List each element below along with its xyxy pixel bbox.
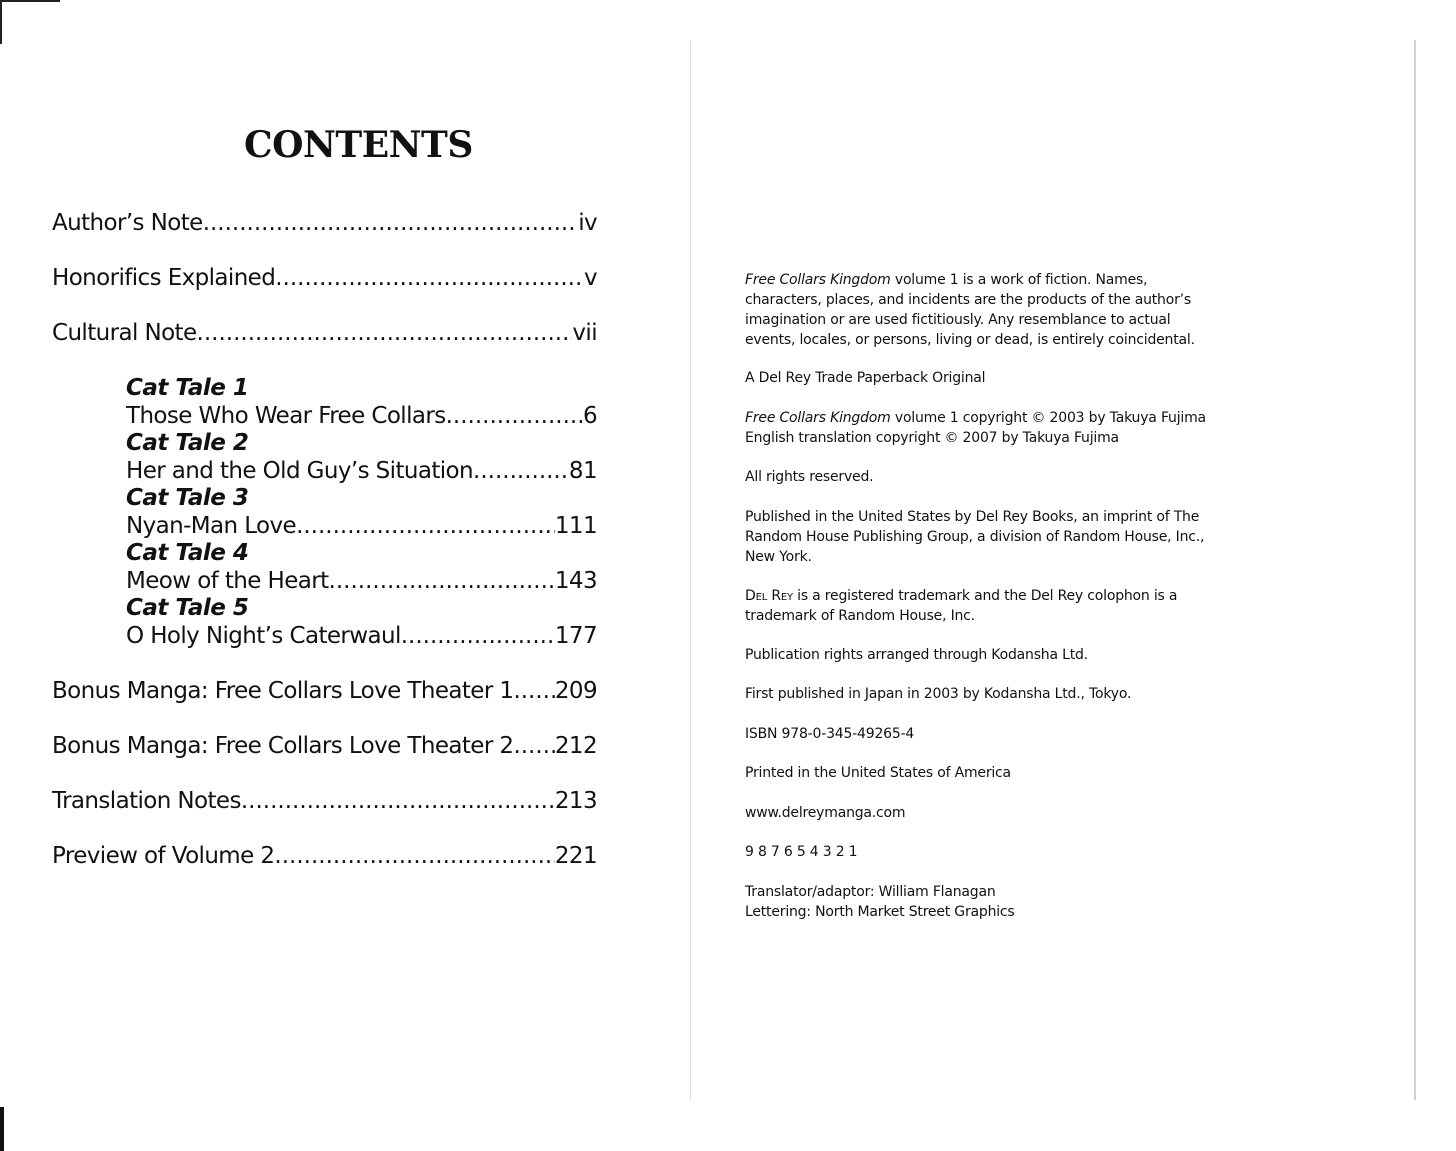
toc-page-number: 221 bbox=[554, 843, 597, 869]
toc-page-number: 212 bbox=[554, 733, 597, 759]
trademark-text: trademark of Random House, Inc. bbox=[745, 608, 975, 624]
toc-label: Honorifics Explained bbox=[52, 265, 276, 291]
toc-leader bbox=[513, 733, 554, 759]
toc-leader bbox=[473, 458, 569, 484]
toc-label: Bonus Manga: Free Collars Love Theater 2 bbox=[52, 733, 514, 759]
toc-leader bbox=[197, 320, 573, 346]
toc-page-number: 213 bbox=[554, 788, 597, 814]
credits bbox=[745, 882, 1245, 922]
publication-rights-line: Publication rights arranged through Kodansha Ltd. bbox=[745, 647, 1088, 663]
toc-entry-bonus-2 bbox=[52, 733, 597, 765]
toc-label: Preview of Volume 2 bbox=[52, 843, 275, 869]
toc-leader bbox=[446, 403, 583, 429]
toc-leader bbox=[329, 568, 555, 594]
cat-tale-heading: Cat Tale 2 bbox=[126, 430, 249, 456]
toc-page-number: 177 bbox=[554, 623, 597, 649]
toc-leader bbox=[513, 678, 554, 704]
first-published-line: First published in Japan in 2003 by Kodansha Ltd., Tokyo. bbox=[745, 686, 1132, 702]
toc-label: Cultural Note bbox=[52, 320, 197, 346]
publisher-notice bbox=[745, 507, 1245, 567]
printed-line: Printed in the United States of America bbox=[745, 765, 1011, 781]
toc-label: Author’s Note bbox=[52, 210, 203, 236]
toc-leader bbox=[203, 210, 579, 236]
book-title: Free Collars Kingdom bbox=[745, 272, 891, 288]
cat-tale-heading: Cat Tale 4 bbox=[126, 540, 249, 566]
print-line: 9 8 7 6 5 4 3 2 1 bbox=[745, 844, 858, 860]
toc-label: Her and the Old Guy’s Situation bbox=[126, 458, 474, 484]
edition-line: A Del Rey Trade Paperback Original bbox=[745, 370, 986, 386]
publisher-text: New York. bbox=[745, 549, 812, 565]
toc-entry-cultural-note bbox=[52, 320, 597, 352]
toc-page-number: 6 bbox=[582, 403, 597, 429]
toc-leader bbox=[296, 513, 555, 539]
scan-corner-mark bbox=[0, 0, 60, 44]
toc-leader bbox=[275, 265, 584, 291]
toc-leader bbox=[274, 843, 554, 869]
toc-page-number: v bbox=[583, 265, 597, 291]
toc-entry-bonus-1 bbox=[52, 678, 597, 710]
copyright-notice bbox=[745, 408, 1245, 448]
notice-text: characters, places, and incidents are the products of the author’s bbox=[745, 292, 1191, 308]
lettering-credit: Lettering: North Market Street Graphics bbox=[745, 904, 1015, 920]
trademark-notice bbox=[745, 586, 1245, 626]
toc-label: Nyan-Man Love bbox=[126, 513, 297, 539]
brand-name: Del Rey bbox=[745, 588, 793, 604]
toc-page-number: iv bbox=[578, 210, 597, 236]
toc-page-number: vii bbox=[572, 320, 597, 346]
notice-text: events, locales, or persons, living or dead, is entirely coincidental. bbox=[745, 332, 1195, 348]
translator-credit: Translator/adaptor: William Flanagan bbox=[745, 884, 996, 900]
copyright-text: English translation copyright © 2007 by Takuya Fujima bbox=[745, 430, 1119, 446]
toc-page-number: 111 bbox=[554, 513, 597, 539]
toc-label: Those Who Wear Free Collars bbox=[126, 403, 446, 429]
publisher-text: Random House Publishing Group, a division of Random House, Inc., bbox=[745, 529, 1205, 545]
toc-entry-authors-note bbox=[52, 210, 597, 242]
cat-tale-heading: Cat Tale 3 bbox=[126, 485, 249, 511]
copyright-text: volume 1 copyright © 2003 by Takuya Fujima bbox=[890, 410, 1206, 426]
toc-label: O Holy Night’s Caterwaul bbox=[126, 623, 401, 649]
toc-page-number: 143 bbox=[554, 568, 597, 594]
toc-label: Bonus Manga: Free Collars Love Theater 1 bbox=[52, 678, 514, 704]
toc-page-number: 209 bbox=[554, 678, 597, 704]
toc-entry-honorifics bbox=[52, 265, 597, 297]
toc-entry-preview bbox=[52, 843, 597, 875]
cat-tale-heading: Cat Tale 5 bbox=[126, 595, 249, 621]
isbn-line: ISBN 978-0-345-49265-4 bbox=[745, 726, 915, 742]
contents-title: CONTENTS bbox=[244, 124, 473, 166]
toc-entry-translation-notes bbox=[52, 788, 597, 820]
trademark-text: is a registered trademark and the Del Rey colophon is a bbox=[792, 588, 1178, 604]
book-title: Free Collars Kingdom bbox=[745, 410, 891, 426]
page-gutter bbox=[690, 40, 691, 1100]
toc-leader bbox=[401, 623, 555, 649]
scan-edge-mark bbox=[0, 1107, 4, 1151]
toc-leader bbox=[241, 788, 555, 814]
toc-label: Meow of the Heart bbox=[126, 568, 329, 594]
publisher-text: Published in the United States by Del Rey Books, an imprint of The bbox=[745, 509, 1200, 525]
notice-text: imagination or are used fictitiously. Any resemblance to actual bbox=[745, 312, 1171, 328]
toc-page-number: 81 bbox=[568, 458, 597, 484]
rights-line: All rights reserved. bbox=[745, 469, 874, 485]
toc-label: Translation Notes bbox=[52, 788, 241, 814]
notice-text: volume 1 is a work of fiction. Names, bbox=[890, 272, 1148, 288]
fiction-notice bbox=[745, 270, 1245, 350]
cat-tale-heading: Cat Tale 1 bbox=[126, 375, 249, 401]
page-edge bbox=[1414, 40, 1416, 1100]
website-line: www.delreymanga.com bbox=[745, 805, 906, 821]
toc-entry-tale-5 bbox=[126, 623, 597, 655]
